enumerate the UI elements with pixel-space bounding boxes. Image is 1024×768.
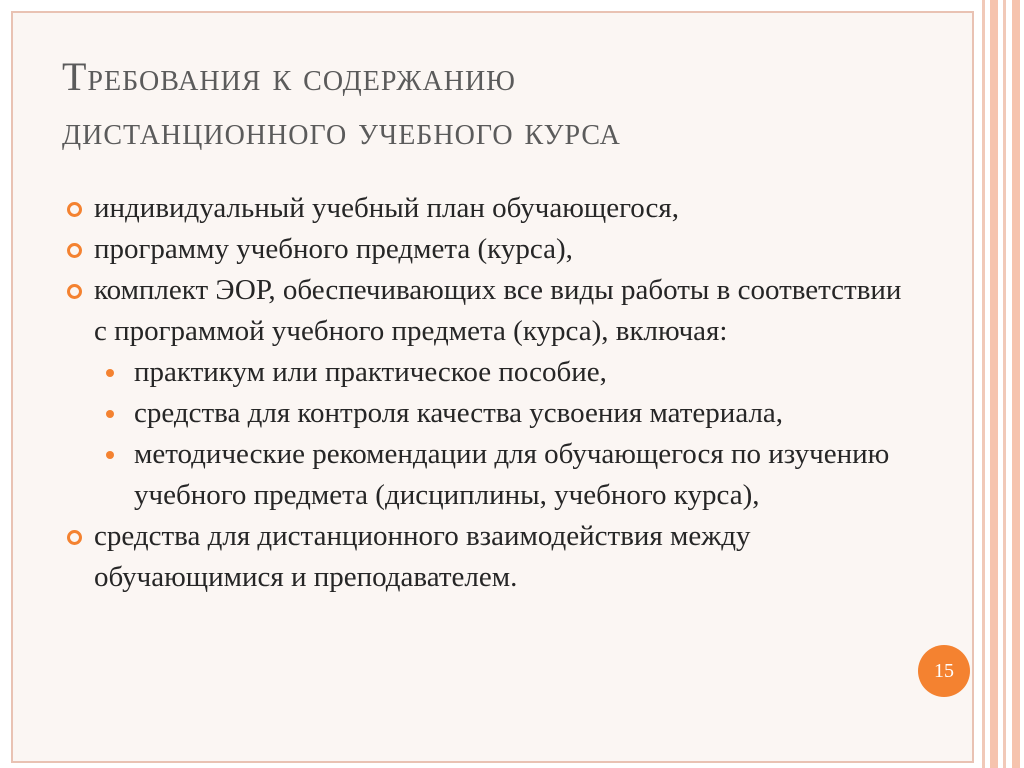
list-item [60,516,910,598]
sub-list-item [60,352,910,393]
title-line-2: дистанционного учебного курса [62,108,621,153]
decor-stripe [982,0,985,768]
list-item [60,270,910,352]
bullet-dot-icon [106,369,114,377]
decor-stripe [1012,0,1020,768]
list-item-text: индивидуальный учебный план обучающегося, [94,192,679,224]
list-item [60,188,910,229]
sub-list-item [60,434,910,516]
title-line-1: Требования к содержанию [62,54,516,99]
decor-stripe [990,0,998,768]
list-item-text: комплект ЭОР, обеспечивающих все виды работы в соответствии с программой учебного предмета (курса), включая: [94,274,902,347]
bullet-dot-icon [106,410,114,418]
slide-title [62,50,942,158]
bullet-ring-icon [67,202,82,217]
sub-list-item-text: практикум или практическое пособие, [134,356,607,388]
bullet-dot-icon [106,451,114,459]
sub-list-item-text: методические рекомендации для обучающегося по изучению учебного предмета (дисциплины, учебного курса), [134,438,890,511]
decor-stripe [1003,0,1006,768]
list-item-text: средства для дистанционного взаимодействия между обучающимися и преподавателем. [94,520,751,593]
page-number-badge: 15 [918,645,970,697]
sub-list-item-text: средства для контроля качества усвоения материала, [134,397,784,429]
list-item [60,229,910,270]
list-item-text: программу учебного предмета (курса), [94,233,573,265]
bullet-ring-icon [67,243,82,258]
bullet-ring-icon [67,530,82,545]
sub-list-item [60,393,910,434]
bullet-ring-icon [67,284,82,299]
bullet-list [60,188,910,598]
